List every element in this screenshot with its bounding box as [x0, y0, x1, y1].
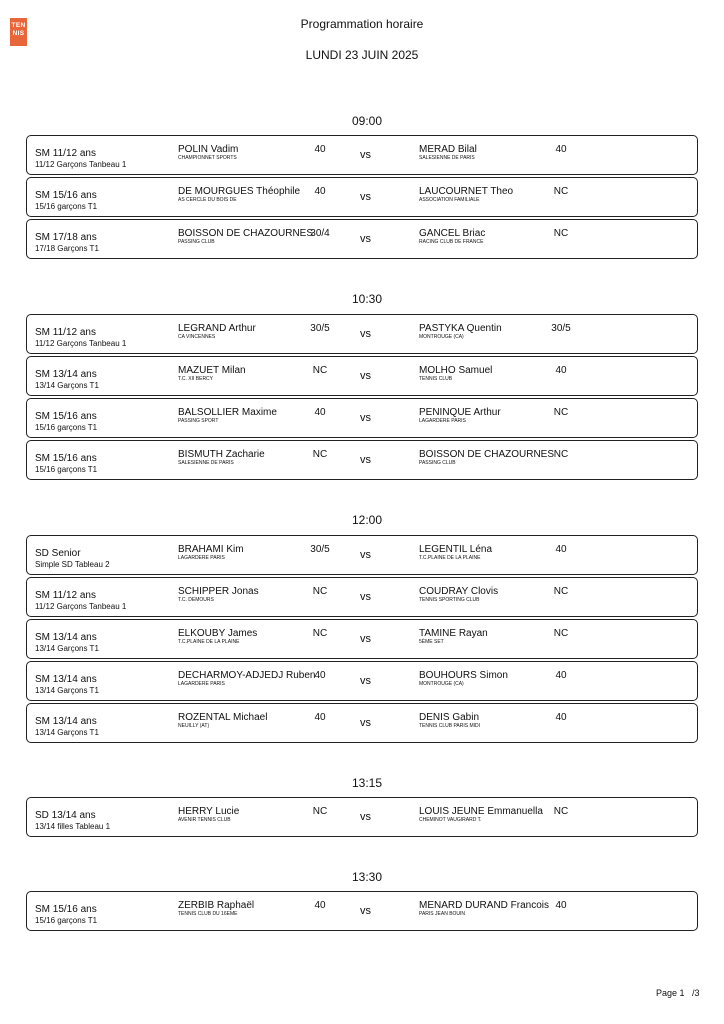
player2-rank: NC	[553, 407, 569, 418]
player2-name: LEGENTIL Léna	[419, 544, 493, 555]
player2-rank: 40	[555, 144, 567, 155]
vs-label: vs	[360, 454, 371, 466]
vs-label: vs	[360, 905, 371, 917]
player1-rank: NC	[312, 628, 328, 639]
player1-club: AVENIR TENNIS CLUB	[178, 817, 231, 823]
player1-name: BOISSON DE CHAZOURNES	[178, 228, 314, 239]
player1-club: T.C. DEMOURS	[178, 597, 214, 603]
vs-label: vs	[360, 633, 371, 645]
player2-name: LOUIS JEUNE Emmanuella	[419, 806, 543, 817]
match-draw: Simple SD Tableau 2	[35, 560, 110, 569]
player1-name: BISMUTH Zacharie	[178, 449, 265, 460]
match-category: SM 15/16 ans	[35, 411, 97, 422]
player2-club: TENNIS CLUB PARIS MIDI	[419, 723, 481, 729]
player1-club: LAGARDERE PARIS	[178, 681, 225, 687]
player2-club: ASSOCIATION FAMILIALE	[419, 197, 480, 203]
slot-time: 10:30	[351, 292, 383, 306]
match-row	[26, 703, 698, 743]
vs-label: vs	[360, 811, 371, 823]
match-category: SM 13/14 ans	[35, 674, 97, 685]
vs-label: vs	[360, 149, 371, 161]
player2-name: BOUHOURS Simon	[419, 670, 508, 681]
player2-club: SALESIENNE DE PARIS	[419, 155, 475, 161]
player2-rank: NC	[553, 628, 569, 639]
match-category: SM 15/16 ans	[35, 453, 97, 464]
player2-rank: NC	[553, 449, 569, 460]
player2-club: PASSING CLUB	[419, 460, 456, 466]
vs-label: vs	[360, 370, 371, 382]
match-row	[26, 219, 698, 259]
player1-name: BRAHAMI Kim	[178, 544, 244, 555]
logo-text-top: TEN	[11, 22, 26, 29]
player2-name: TAMINE Rayan	[419, 628, 488, 639]
player1-rank: NC	[312, 586, 328, 597]
player1-rank: 30/4	[310, 228, 330, 239]
match-draw: 13/14 Garçons T1	[35, 686, 99, 695]
player1-rank: 40	[314, 144, 326, 155]
player2-rank: 40	[555, 544, 567, 555]
player2-club: MONTROUGE (CA)	[419, 681, 464, 687]
player2-club: RACING CLUB DE FRANCE	[419, 239, 484, 245]
player2-name: MENARD DURAND Francois	[419, 900, 550, 911]
match-draw: 13/14 Garçons T1	[35, 381, 99, 390]
player2-club: TENNIS CLUB	[419, 376, 453, 382]
slot-time: 13:15	[351, 776, 383, 790]
player1-rank: NC	[312, 806, 328, 817]
player2-rank: 40	[555, 712, 567, 723]
match-draw: 15/16 garçons T1	[35, 202, 98, 211]
player1-name: DECHARMOY-ADJEDJ Ruben	[178, 670, 316, 681]
match-row	[26, 661, 698, 701]
match-category: SM 15/16 ans	[35, 190, 97, 201]
match-row	[26, 135, 698, 175]
vs-label: vs	[360, 549, 371, 561]
match-category: SM 13/14 ans	[35, 632, 97, 643]
player1-name: ZERBIB Raphaël	[178, 900, 255, 911]
slot-time: 13:30	[351, 870, 383, 884]
player1-club: SALESIENNE DE PARIS	[178, 460, 234, 466]
player2-name: GANCEL Briac	[419, 228, 486, 239]
player1-rank: 30/5	[310, 544, 330, 555]
player2-name: DENIS Gabin	[419, 712, 480, 723]
player1-rank: 30/5	[310, 323, 330, 334]
match-draw: 11/12 Garçons Tanbeau 1	[35, 602, 127, 611]
player1-rank: 40	[314, 712, 326, 723]
vs-label: vs	[360, 591, 371, 603]
player2-club: MONTROUGE (CA)	[419, 334, 464, 340]
player2-rank: NC	[553, 228, 569, 239]
match-category: SM 15/16 ans	[35, 904, 97, 915]
vs-label: vs	[360, 675, 371, 687]
player1-club: LAGARDERE PARIS	[178, 555, 225, 561]
player1-club: T.C.PLAINE DE LA PLAINE	[178, 639, 240, 645]
player2-rank: 40	[555, 900, 567, 911]
match-row	[26, 177, 698, 217]
slot-time: 09:00	[351, 114, 383, 128]
player2-rank: NC	[553, 806, 569, 817]
player1-club: CHAMPIONNET SPORTS	[178, 155, 237, 161]
match-draw: 15/16 garçons T1	[35, 916, 98, 925]
page-number: Page 1 /3	[656, 988, 700, 998]
match-draw: 13/14 filles Tableau 1	[35, 822, 111, 831]
player1-club: T.C. XII BERCY	[178, 376, 214, 382]
match-category: SD 13/14 ans	[35, 810, 96, 821]
match-row	[26, 619, 698, 659]
match-draw: 15/16 garçons T1	[35, 465, 98, 474]
player1-club: TENNIS CLUB DU 16EME	[178, 911, 238, 917]
match-draw: 13/14 Garçons T1	[35, 644, 99, 653]
player2-name: COUDRAY Clovis	[419, 586, 499, 597]
match-row	[26, 891, 698, 931]
match-draw: 11/12 Garçons Tanbeau 1	[35, 160, 127, 169]
vs-label: vs	[360, 233, 371, 245]
player2-club: CHEMINOT VAUGIRARD T.	[419, 817, 482, 823]
player2-rank: 40	[555, 670, 567, 681]
match-row	[26, 314, 698, 354]
logo-text-bottom: NIS	[12, 30, 25, 37]
page-date: LUNDI 23 JUIN 2025	[305, 48, 419, 62]
match-category: SM 13/14 ans	[35, 716, 97, 727]
player1-rank: 40	[314, 407, 326, 418]
player2-rank: 30/5	[551, 323, 571, 334]
player1-name: LEGRAND Arthur	[178, 323, 256, 334]
player1-rank: 40	[314, 670, 326, 681]
player2-rank: 40	[555, 365, 567, 376]
player2-club: PARIS JEAN BOUIN	[419, 911, 466, 917]
player2-name: PENINQUE Arthur	[419, 407, 501, 418]
player1-club: PASSING SPORT	[178, 418, 219, 424]
player1-rank: NC	[312, 449, 328, 460]
player1-rank: 40	[314, 900, 326, 911]
player2-rank: NC	[553, 586, 569, 597]
match-row	[26, 797, 698, 837]
match-category: SD Senior	[35, 548, 81, 559]
match-row	[26, 577, 698, 617]
match-row	[26, 398, 698, 438]
player1-name: ROZENTAL Michael	[178, 712, 268, 723]
player2-name: MOLHO Samuel	[419, 365, 493, 376]
match-draw: 17/18 Garçons T1	[35, 244, 99, 253]
player1-name: HERRY Lucie	[178, 806, 240, 817]
player1-name: MAZUET Milan	[178, 365, 246, 376]
match-draw: 15/16 garçons T1	[35, 423, 98, 432]
player1-name: ELKOUBY James	[178, 628, 258, 639]
match-category: SM 17/18 ans	[35, 232, 97, 243]
player2-name: BOISSON DE CHAZOURNES	[419, 449, 555, 460]
match-category: SM 11/12 ans	[35, 148, 96, 159]
match-row	[26, 535, 698, 575]
player1-club: PASSING CLUB	[178, 239, 215, 245]
player2-name: MERAD Bilal	[419, 144, 477, 155]
match-category: SM 13/14 ans	[35, 369, 97, 380]
match-row	[26, 356, 698, 396]
player2-name: PASTYKA Quentin	[419, 323, 502, 334]
match-category: SM 11/12 ans	[35, 590, 96, 601]
vs-label: vs	[360, 412, 371, 424]
player1-club: AS CERCLE DU BOIS DE	[178, 197, 237, 203]
player1-club: CA VINCENNES	[178, 334, 216, 340]
player1-club: NEUILLY (AT)	[178, 723, 210, 729]
match-row	[26, 440, 698, 480]
player2-rank: NC	[553, 186, 569, 197]
player1-rank: 40	[314, 186, 326, 197]
vs-label: vs	[360, 328, 371, 340]
page-title: Programmation horaire	[300, 17, 424, 31]
match-category: SM 11/12 ans	[35, 327, 96, 338]
player2-name: LAUCOURNET Theo	[419, 186, 514, 197]
player1-name: BALSOLLIER Maxime	[178, 407, 277, 418]
player1-rank: NC	[312, 365, 328, 376]
vs-label: vs	[360, 191, 371, 203]
player2-club: LAGARDERE PARIS	[419, 418, 466, 424]
player1-name: POLIN Vadim	[178, 144, 239, 155]
player2-club: 5ÈME SET	[419, 639, 444, 645]
player2-club: T.C.PLAINE DE LA PLAINE	[419, 555, 481, 561]
player2-club: TENNIS SPORTING CLUB	[419, 597, 480, 603]
vs-label: vs	[360, 717, 371, 729]
slot-time: 12:00	[351, 513, 383, 527]
match-draw: 11/12 Garçons Tanbeau 1	[35, 339, 127, 348]
player1-name: DE MOURGUES Théophile	[178, 186, 301, 197]
player1-name: SCHIPPER Jonas	[178, 586, 259, 597]
match-draw: 13/14 Garçons T1	[35, 728, 99, 737]
